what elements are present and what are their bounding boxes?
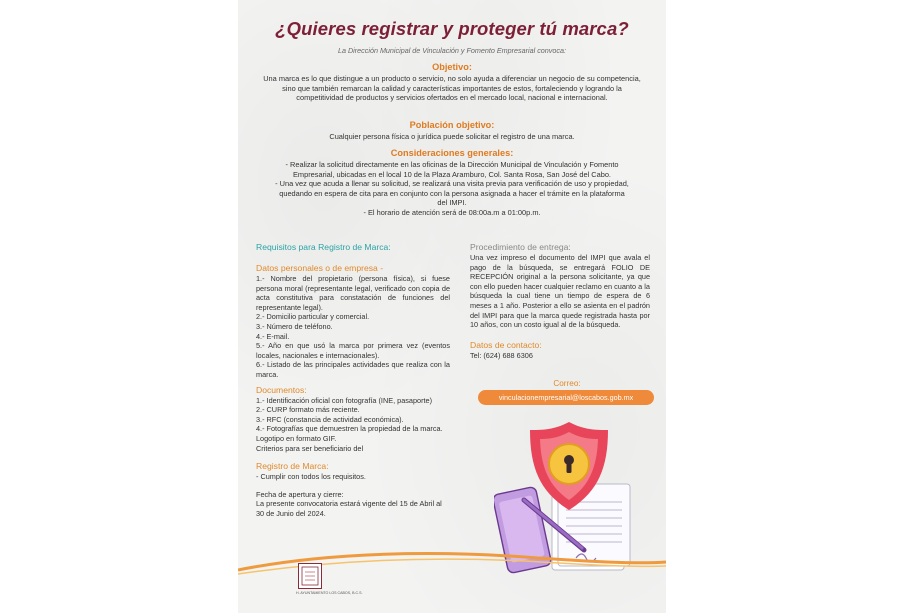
procedimiento-text: Una vez impreso el documento del IMPI que avala el pago de la búsqueda, se entregará FOLIO DE RECEPCIÓN original a la persona solicitante, ya que con ello pueden hacer cualquier reclamo en cuanto a la búsqueda la cual tiene un tiempo de espera de 6 meses a 1 año. Posterior a ello se asienta en el padrón del IMPI para que la marca quede registrada hasta por 10 años, con un costo igual al de la búsqueda.	[470, 253, 650, 330]
objetivo-text: Una marca es lo que distingue a un producto o servicio, no solo ayuda a diferenciar un negocio de su competencia, sino que también remarcan la calidad y características importantes de estos, fortaleciendo y logrando la competitividad de productos y servicios ofertados en el mercado local, nacional e internacional.	[263, 74, 641, 103]
documentos-item: 2.- CURP formato más reciente.	[256, 405, 360, 415]
right-column	[470, 242, 650, 360]
consideraciones-heading: Consideraciones generales:	[390, 148, 514, 158]
fecha-text: La presente convocatoria estará vigente del 15 de Abril al 30 de Junio del 2024.	[256, 499, 442, 518]
consideraciones-line: - Realizar la solicitud directamente en las oficinas de la Dirección Municipal de Vinculación y Fomento	[285, 160, 619, 169]
subtitle: La Dirección Municipal de Vinculación y Fomento Empresarial convoca:	[338, 46, 566, 55]
consideraciones-line: - Una vez que acuda a llenar su solicitud, se realizará una visita previa para verificación de uso y propiedad, quedando en espera de cita para en conjunto con la persona asignada a hacer el trámite en la plataforma del IMPI.	[275, 179, 629, 208]
poblacion-section	[262, 120, 642, 142]
telefono: Tel: (624) 688 6306	[470, 350, 533, 360]
documentos-item: Logotipo en formato GIF.	[256, 433, 337, 443]
registro-heading: Registro de Marca:	[256, 461, 329, 472]
documentos-item: 4.- Fotografías que demuestren la propiedad de la marca.	[256, 424, 443, 434]
correo-label: Correo:	[553, 379, 581, 388]
objetivo-heading: Objetivo:	[432, 62, 472, 72]
email-link[interactable]: vinculacionempresarial@loscabos.gob.mx	[478, 390, 654, 405]
page-title: ¿Quieres registrar y proteger tú marca?	[275, 18, 629, 39]
logo-text: H. AYUNTAMIENTO LOS CABOS, B.C.S.	[296, 591, 363, 595]
poblacion-heading: Población objetivo:	[409, 120, 495, 130]
poblacion-text: Cualquier persona física o jurídica puede solicitar el registro de una marca.	[329, 132, 575, 141]
contacto-heading: Datos de contacto:	[470, 339, 542, 350]
poster	[238, 0, 666, 613]
requisitos-heading: Requisitos para Registro de Marca:	[256, 242, 391, 252]
consideraciones-line: - El horario de atención será de 08:00a.m a 01:00p.m.	[363, 207, 541, 217]
procedimiento-heading: Procedimiento de entrega:	[470, 242, 571, 252]
documentos-item: Criterios para ser beneficiario del	[256, 443, 364, 453]
datos-item: 5.- Año en que usó la marca por primera vez (eventos locales, nacionales e internacionales).	[256, 341, 450, 360]
documentos-heading: Documentos:	[256, 384, 307, 395]
coat-of-arms-icon	[298, 563, 322, 589]
datos-item: 1.- Nombre del propietario (persona física), si fuese persona moral (representante legal, verificado con copia de acta constitutiva para constatación de funciones del representante legal).	[256, 274, 450, 312]
datos-item: 2.- Domicilio particular y comercial.	[256, 312, 370, 322]
consideraciones-section	[274, 148, 630, 218]
documentos-item: 3.- RFC (constancia de actividad económica).	[256, 414, 404, 424]
consideraciones-line: Empresarial, ubicadas en el local 10 de la Plaza Aramburo, Col. Santa Rosa, San José del Cabo.	[293, 169, 611, 179]
datos-item: 6.- Listado de las principales actividades que realiza con la marca.	[256, 360, 450, 379]
ayuntamiento-logo	[296, 563, 363, 603]
documentos-item: 1.- Identificación oficial con fotografía (INE, pasaporte)	[256, 395, 433, 405]
objetivo-section	[262, 62, 642, 103]
registro-text: - Cumplir con todos los requisitos.	[256, 472, 366, 482]
datos-item: 4.- E-mail.	[256, 331, 290, 341]
fecha-heading: Fecha de apertura y cierre:	[256, 489, 344, 499]
datos-heading: Datos personales o de empresa -	[256, 263, 384, 273]
datos-item: 3.- Número de teléfono.	[256, 321, 333, 331]
